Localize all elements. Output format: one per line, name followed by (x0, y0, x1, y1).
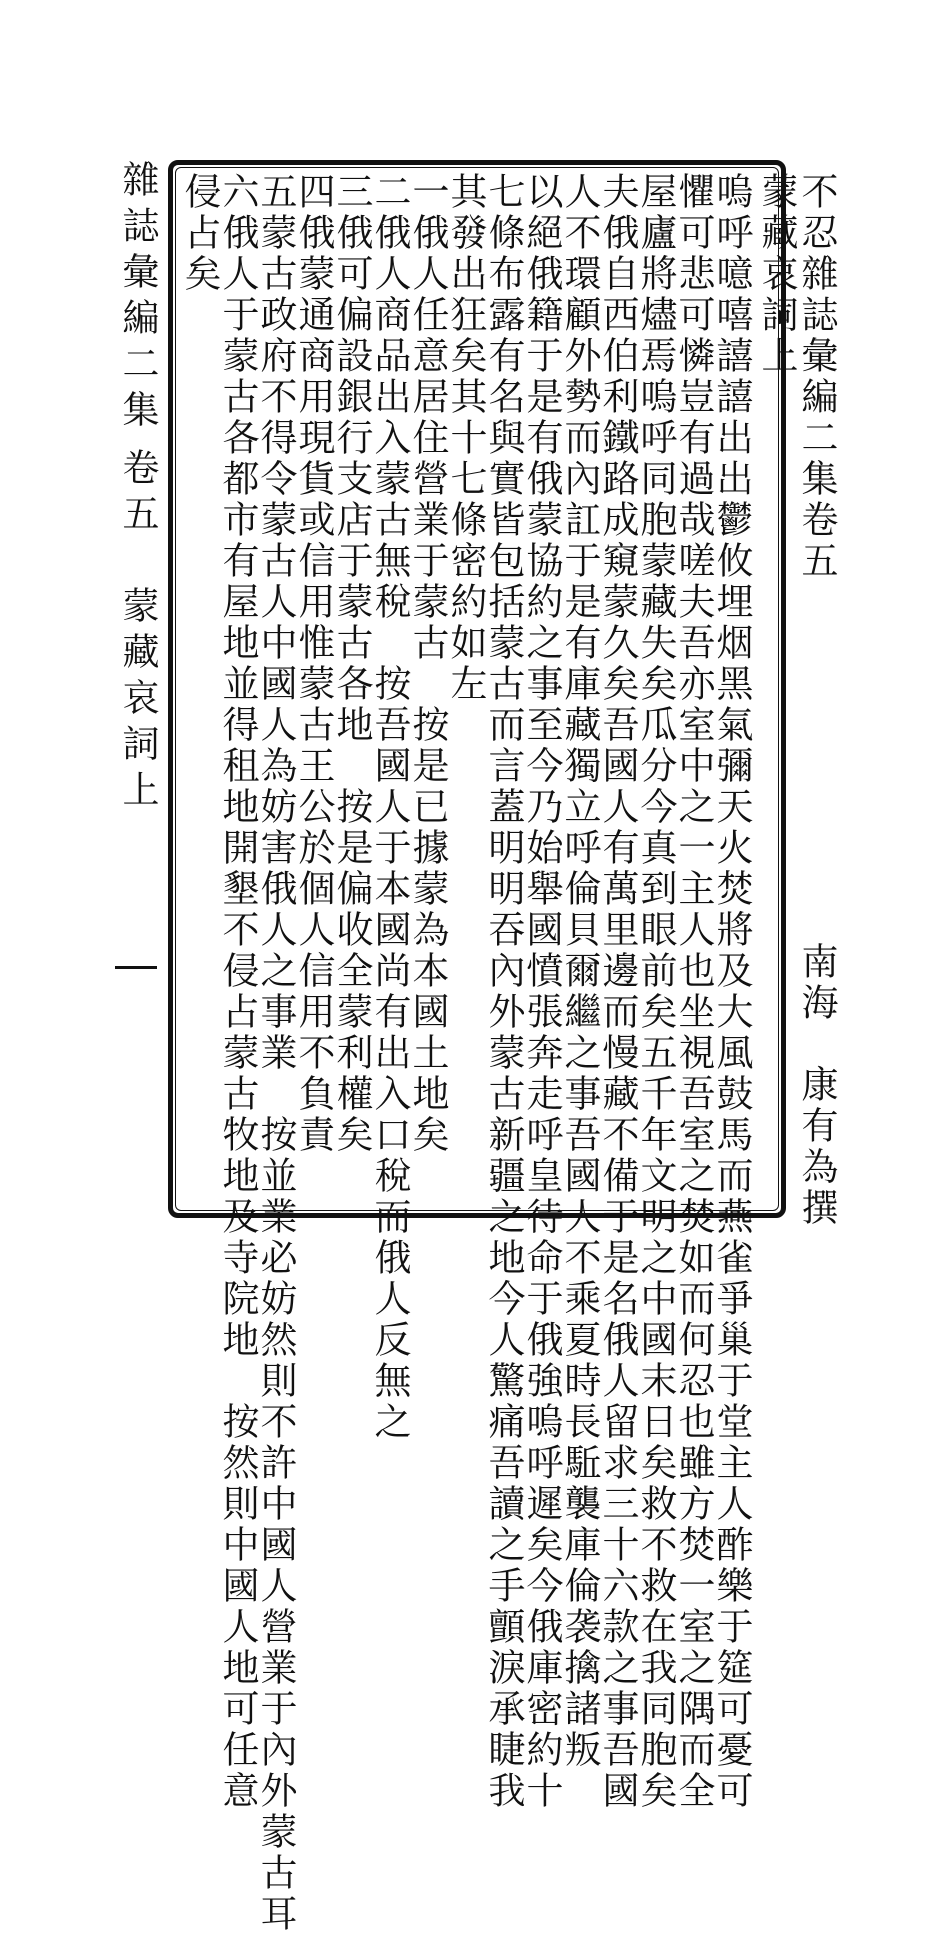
text-column: 其發出狂矣其十七條密約如左 (444, 172, 487, 705)
page-number (115, 966, 157, 984)
text-column: 四俄蒙通商用現貨或信用惟蒙古王公於個人信用不負責 (292, 172, 335, 1156)
text-column: 懼可悲可憐豈有過哉嗟夫吾亦室中之一主人也坐視吾室之焚如而何忍也雖方焚一室之隅而全 (672, 172, 715, 1812)
text-column: 二俄人商品出入蒙古無稅 按吾國人于本國尚有出入口稅而俄人反無之 (368, 172, 411, 1443)
margin-header (112, 160, 157, 816)
text-column: 嗚呼噫嘻譆譆出出鬱攸埋烟黑氣彌天火焚將及大風鼓馬而燕雀爭巢于堂主人酢樂于筵可憂可 (710, 172, 753, 1812)
text-column: 蒙藏哀詞上 (755, 172, 798, 377)
text-column: 五蒙古政府不得令蒙古人中國人為妨害俄人之事業 按並業必妨然則不許中國人營業于內外蒙古耳 (254, 172, 297, 1935)
margin-title: 雜誌彙編二集 (116, 160, 159, 436)
text-column: 一俄人任意居住營業于蒙古 按是已據蒙為本國土地矣 (406, 172, 449, 1156)
text-column: 以絕俄籍于是有俄蒙協約之事至今乃始舉國憤張奔走呼皇待命于俄強嗚呼遲矣今俄庫密約十 (520, 172, 563, 1812)
text-column: 屋廬將燼焉嗚呼同胞蒙藏失矣瓜分今真到眼前矣五千年文明之中國末日矣救不救在我同胞矣 (634, 172, 677, 1812)
margin-section: 蒙藏哀詞上 (116, 586, 159, 816)
text-column: 人不環顧外勢而內訌于是有庫藏獨立呼倫貝爾繼之事吾國人不乘夏時長駈襲庫倫袭擒諸叛 (558, 172, 601, 1771)
text-column: 侵占矣 (178, 172, 221, 295)
text-column: 七條布露有名與實皆包括蒙古而言蓋明明吞內外蒙古新疆之地今人驚痛吾讀之手顫淚承睫我 (482, 172, 525, 1812)
text-column: 三俄可偏設銀行支店于蒙古各地 按是偏收全蒙利權矣 (330, 172, 373, 1156)
text-column: 不忍雜誌彙編二集卷五 (795, 172, 838, 582)
text-column: 夫俄自西伯利鐵路成窺蒙久矣吾國人有萬里邊而慢藏不備于是名俄人留求三十六款之事吾國 (596, 172, 639, 1812)
text-column: 南海 康有為撰 (795, 942, 838, 1229)
margin-volume: 卷五 (116, 448, 159, 540)
text-column: 六俄人于蒙古各都市有屋地並得租地開墾不侵占蒙古牧地及寺院地 按然則中國人地可任意 (216, 172, 259, 1812)
